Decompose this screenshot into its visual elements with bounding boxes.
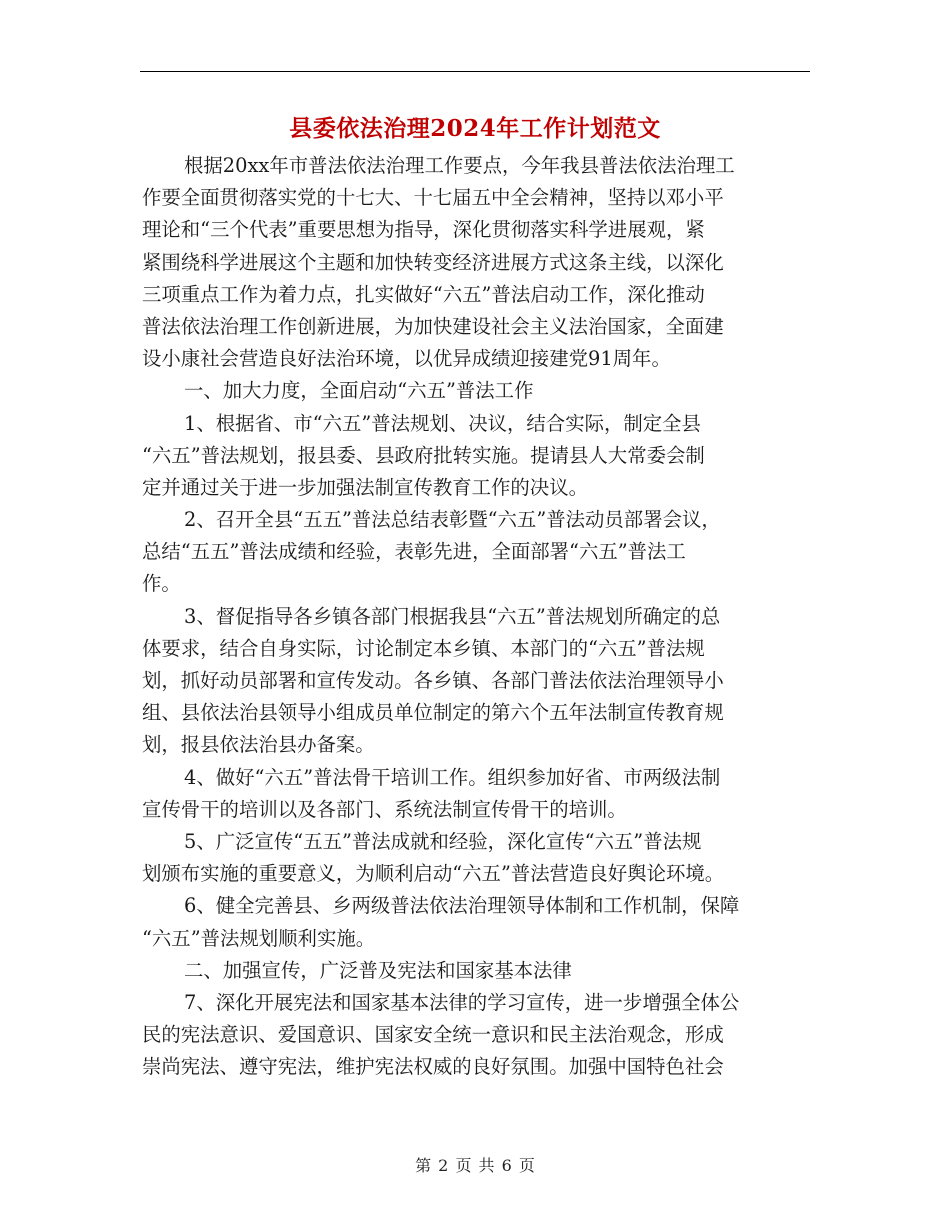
text-line: 体要求，结合自身实际，讨论制定本乡镇、本部门的“六五”普法规 xyxy=(142,636,705,660)
text-line: “六五”普法规划，报县委、县政府批转实施。提请县人大常委会制 xyxy=(142,443,705,467)
text-line: 作要全面贯彻落实党的十七大、十七届五中全会精神，坚持以邓小平 xyxy=(142,186,724,210)
text-line: 2、召开全县“五五”普法总结表彰暨“六五”普法动员部署会议， xyxy=(184,508,721,532)
text-line: 7、深化开展宪法和国家基本法律的学习宣传，进一步增强全体公 xyxy=(184,990,740,1014)
text-line: 5、广泛宣传“五五”普法成就和经验，深化宣传“六五”普法规 xyxy=(184,829,702,853)
text-line: 3、督促指导各乡镇各部门根据我县“六五”普法规划所确定的总 xyxy=(184,604,721,628)
text-line: 4、做好“六五”普法骨干培训工作。组织参加好省、市两级法制 xyxy=(184,765,721,789)
text-line: 紧围绕科学进展这个主题和加快转变经济进展方式这条主线，以深化 xyxy=(142,250,724,274)
page-footer: 第 2 页 共 6 页 xyxy=(415,1156,535,1175)
header-rule xyxy=(140,71,810,72)
text-line: 作。 xyxy=(142,572,181,596)
text-line: 定并通过关于进一步加强法制宣传教育工作的决议。 xyxy=(142,475,588,499)
text-line: 三项重点工作为着力点，扎实做好“六五”普法启动工作，深化推动 xyxy=(142,282,705,306)
text-line: 划颁布实施的重要意义，为顺利启动“六五”普法营造良好舆论环境。 xyxy=(142,862,725,886)
text-line: 组、县依法治县领导小组成员单位制定的第六个五年法制宣传教育规 xyxy=(142,701,724,725)
text-line: 设小康社会营造良好法治环境，以优异成绩迎接建党91周年。 xyxy=(142,347,671,371)
text-line: 理论和“三个代表”重要思想为指导，深化贯彻落实科学进展观，紧 xyxy=(142,218,705,242)
text-line: 崇尚宪法、遵守宪法，维护宪法权威的良好氛围。加强中国特色社会 xyxy=(142,1055,724,1079)
text-line: 一、加大力度，全面启动“六五”普法工作 xyxy=(184,379,534,403)
document-title: 县委依法治理2024年工作计划范文 xyxy=(289,115,661,142)
text-line: 普法依法治理工作创新进展，为加快建设社会主义法治国家，全面建 xyxy=(142,314,724,338)
text-line: 划，抓好动员部署和宣传发动。各乡镇、各部门普法依法治理领导小 xyxy=(142,669,724,692)
text-line: 根据20xx年市普法依法治理工作要点，今年我县普法依法治理工 xyxy=(184,154,735,177)
text-line: 宣传骨干的培训以及各部门、系统法制宣传骨干的培训。 xyxy=(142,797,627,821)
text-line: 1、根据省、市“六五”普法规划、决议，结合实际，制定全县 xyxy=(184,411,701,435)
text-line: “六五”普法规划顺利实施。 xyxy=(142,926,376,950)
text-line: 二、加强宣传，广泛普及宪法和国家基本法律 xyxy=(184,958,572,982)
text-line: 民的宪法意识、爱国意识、国家安全统一意识和民主法治观念，形成 xyxy=(142,1023,724,1047)
text-line: 6、健全完善县、乡两级普法依法治理领导体制和工作机制，保障 xyxy=(184,894,740,918)
text-line: 总结“五五”普法成绩和经验，表彰先进，全面部署“六五”普法工 xyxy=(142,540,686,564)
document-body xyxy=(142,150,822,1083)
text-line: 划，报县依法治县办备案。 xyxy=(142,733,375,757)
